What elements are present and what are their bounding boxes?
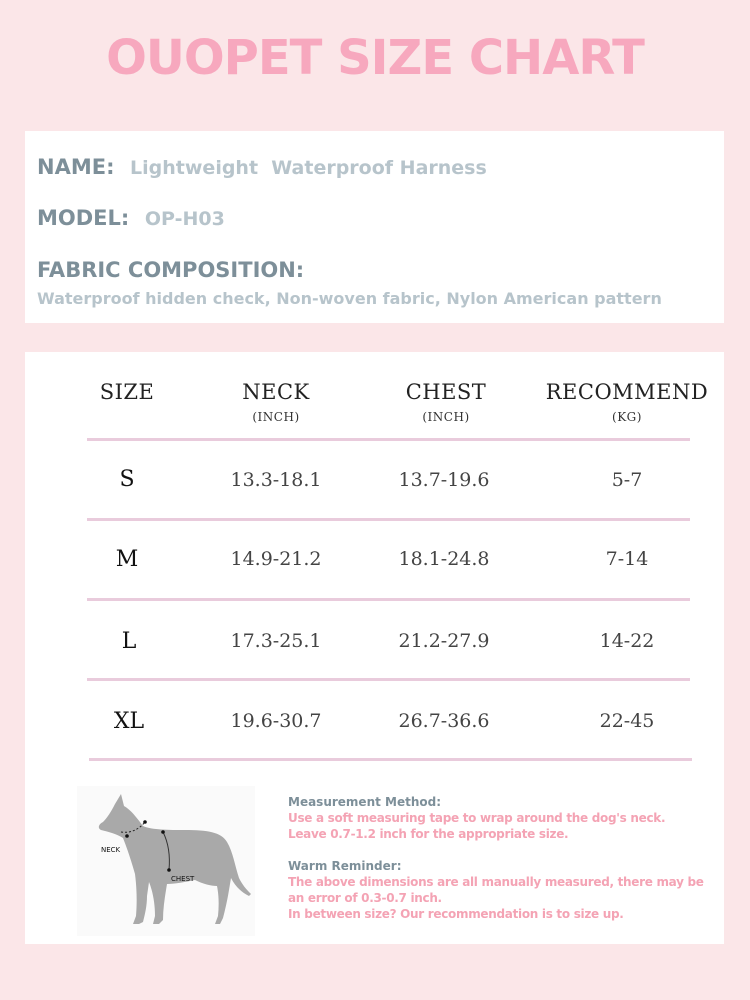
neck-label: NECK (101, 846, 121, 854)
fabric-row (37, 258, 304, 282)
page-title: OUOPET SIZE CHART (106, 30, 644, 86)
reminder-line: In between size? Our recommendation is to size up. (288, 907, 624, 921)
model-label: MODEL: (37, 206, 130, 230)
size-table-card (25, 352, 724, 944)
header-chest-unit: (INCH) (422, 410, 470, 424)
table-rule (87, 598, 690, 601)
row-recommend-xl: 22-45 (599, 710, 655, 732)
name-value: Lightweight Waterproof Harness (130, 157, 487, 179)
row-size-m: M (115, 547, 139, 572)
reminder-line: The above dimensions are all manually measured, there may be (288, 875, 704, 889)
row-chest-s: 13.7-19.6 (398, 469, 490, 491)
row-size-xl: XL (113, 709, 145, 734)
method-line: Use a soft measuring tape to wrap around the dog's neck. (288, 811, 666, 825)
name-row (37, 155, 487, 179)
row-neck-m: 14.9-21.2 (230, 548, 322, 570)
header-recommend: RECOMMEND (545, 380, 709, 404)
fabric-label: FABRIC COMPOSITION: (37, 258, 305, 282)
row-chest-xl: 26.7-36.6 (398, 710, 490, 732)
row-chest-l: 21.2-27.9 (398, 630, 490, 652)
header-chest: CHEST (405, 380, 487, 404)
method-title: Measurement Method: (288, 795, 442, 809)
header-neck: NECK (242, 380, 310, 404)
header-neck-unit: (INCH) (252, 410, 300, 424)
model-value: OP-H03 (144, 208, 225, 230)
fabric-value: Waterproof hidden check, Non-woven fabric, Nylon American pattern (37, 289, 662, 308)
chest-label: CHEST (171, 875, 195, 883)
row-chest-m: 18.1-24.8 (398, 548, 490, 570)
name-label: NAME: (37, 155, 115, 179)
measurement-diagram (77, 786, 255, 936)
header-size: SIZE (99, 380, 155, 404)
row-neck-s: 13.3-18.1 (230, 469, 322, 491)
header-recommend-unit: (KG) (612, 410, 642, 424)
row-neck-xl: 19.6-30.7 (230, 710, 322, 732)
row-size-l: L (121, 629, 137, 654)
model-row (37, 206, 225, 230)
row-recommend-m: 7-14 (605, 548, 649, 570)
table-rule (87, 518, 690, 521)
table-rule (87, 438, 690, 441)
notes-section (288, 794, 718, 922)
reminder-line: an error of 0.3-0.7 inch. (288, 891, 442, 905)
dog-silhouette-icon (77, 786, 255, 936)
table-rule (89, 758, 692, 761)
method-line: Leave 0.7-1.2 inch for the appropriate size. (288, 827, 569, 841)
row-neck-l: 17.3-25.1 (230, 630, 322, 652)
row-recommend-l: 14-22 (599, 630, 655, 652)
product-info-card (25, 131, 724, 323)
row-recommend-s: 5-7 (611, 469, 643, 491)
row-size-s: S (119, 467, 135, 492)
table-rule (87, 678, 690, 681)
reminder-title: Warm Reminder: (288, 859, 402, 873)
